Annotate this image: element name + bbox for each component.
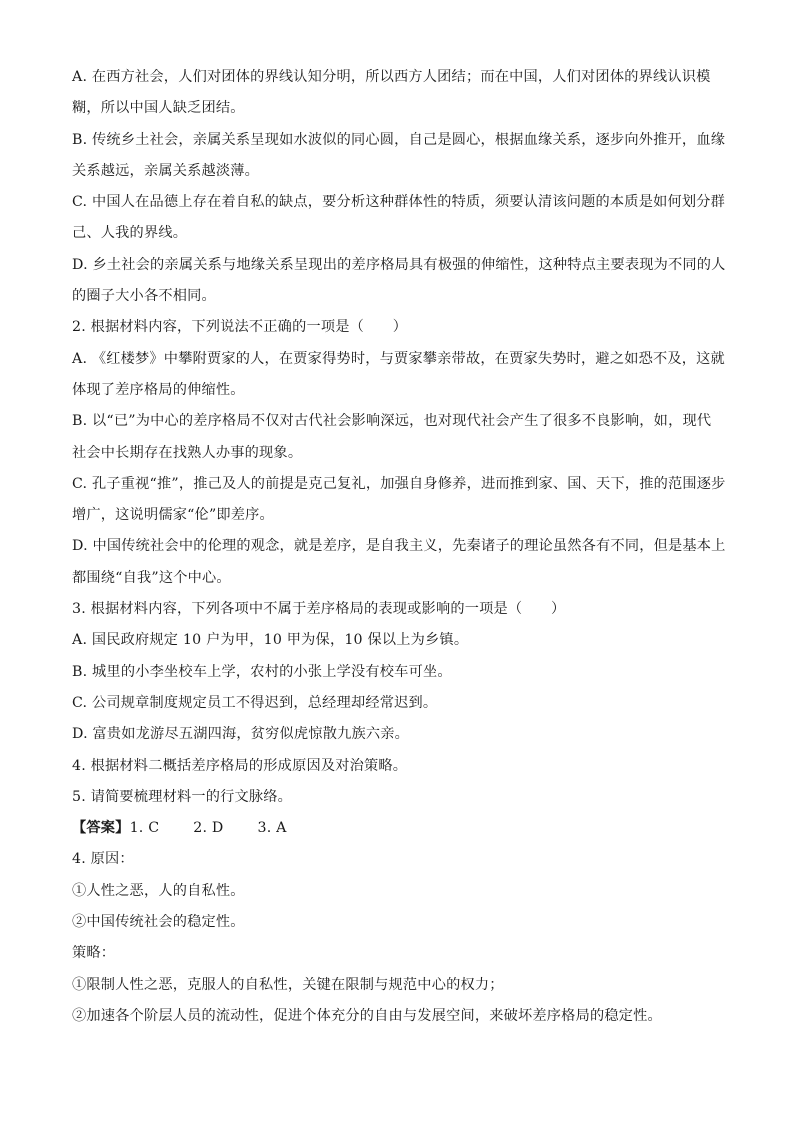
- text-line: D. 乡土社会的亲属关系与地缘关系呈现出的差序格局具有极强的伸缩性，这种特点主要表现为不同的人: [72, 256, 726, 273]
- text-line: ①限制人性之恶，克服人的自私性，关键在限制与规范中心的权力；: [72, 976, 504, 993]
- answer-line: [72, 813, 722, 844]
- document-body: [72, 62, 726, 1032]
- text-line: 增广，这说明儒家“伦”即差序。: [72, 507, 274, 524]
- text-line: 策略：: [72, 945, 116, 962]
- answer-tag: 【答案】: [72, 820, 130, 837]
- text-line: ②中国传统社会的稳定性。: [72, 914, 245, 931]
- text-line: 己、人我的界线。: [72, 225, 188, 242]
- text-line: 4. 原因：: [72, 851, 134, 868]
- question-5-stem: 5. 请简要梳理材料一的行文脉络。: [72, 788, 293, 805]
- text-line: B. 传统乡土社会，亲属关系呈现如水波似的同心圆，自己是圆心，根据血缘关系，逐步向外推开，血缘: [72, 131, 726, 148]
- question-3-stem: 3. 根据材料内容，下列各项中不属于差序格局的表现或影响的一项是（ ）: [72, 601, 566, 618]
- question-4-stem: 4. 根据材料二概括差序格局的形成原因及对治策略。: [72, 757, 408, 774]
- text-line: C. 公司规章制度规定员工不得迟到，总经理却经常迟到。: [72, 694, 438, 711]
- question-2-stem: 2. 根据材料内容，下列说法不正确的一项是（ ）: [72, 319, 408, 336]
- text-line: A. 国民政府规定 10 户为甲，10 甲为保，10 保以上为乡镇。: [72, 632, 469, 649]
- text-line: C. 中国人在品德上存在着自私的缺点，要分析这种群体性的特质，须要认清该问题的本质是如何划分群: [72, 194, 726, 211]
- answer-2: 2. D: [193, 820, 224, 837]
- text-line: A. 《红楼梦》中攀附贾家的人，在贾家得势时，与贾家攀亲带故，在贾家失势时，避之如恐不及，这就: [72, 350, 725, 367]
- text-line: A. 在西方社会，人们对团体的界线认知分明，所以西方人团结；而在中国，人们对团体的界线认识模: [72, 69, 711, 85]
- text-line: ②加速各个阶层人员的流动性，促进个体充分的自由与发展空间，来破坏差序格局的稳定性。: [72, 1007, 662, 1024]
- text-line: 社会中长期存在找熟人办事的现象。: [72, 444, 303, 461]
- text-line: B. 城里的小李坐校车上学，农村的小张上学没有校车可坐。: [72, 663, 452, 680]
- text-line: B. 以“已”为中心的差序格局不仅对古代社会影响深远，也对现代社会产生了很多不良影响，如，现代: [72, 413, 712, 430]
- text-line: 体现了差序格局的伸缩性。: [72, 381, 245, 398]
- text-line: 都围绕“自我”这个中心。: [72, 569, 231, 586]
- text-line: ①人性之恶，人的自私性。: [72, 882, 245, 899]
- text-line: D. 富贵如龙游尽五湖四海，贫穷似虎惊散九族六亲。: [72, 726, 410, 743]
- answer-1: 1. C: [129, 820, 160, 837]
- answer-3: 3. A: [257, 820, 287, 837]
- text-line: 的圈子大小各不相同。: [72, 288, 216, 305]
- text-line: 糊，所以中国人缺乏团结。: [72, 100, 245, 117]
- text-line: C. 孔子重视“推”，推己及人的前提是克己复礼，加强自身修养，进而推到家、国、天下，推的范围逐步: [72, 475, 726, 492]
- text-line: 关系越远，亲属关系越淡薄。: [72, 162, 260, 179]
- text-line: D. 中国传统社会中的伦理的观念，就是差序，是自我主义，先秦诸子的理论虽然各有不同，但是基本上: [72, 538, 726, 555]
